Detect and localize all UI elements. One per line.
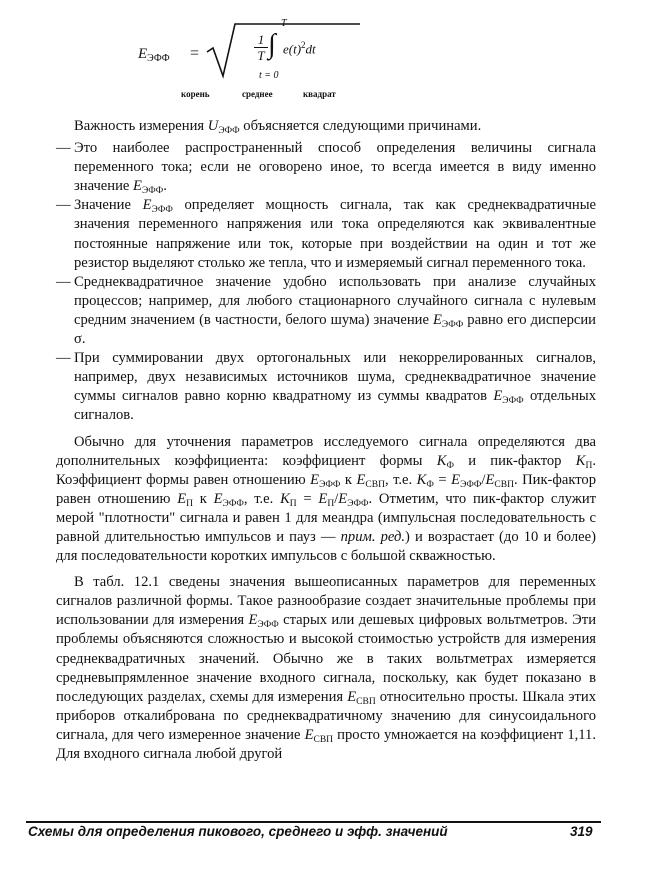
table-paragraph: В табл. 12.1 сведены значения вышеописанных параметров для переменных сигналов различной формы. Такое разнообразие создает значительные проблемы при использовании для измерения $E_{ЭФФ}$ старых или дешевых цифровых вольтметров. Эти проблемы объясняются сложностью и высокой стоимостью устройств для измерения среднеквадратичных значений. Обычно же в таких вольтметрах измеряется средневыпрямленное значение входного сигнала, поскольку, как будет показано в последующих разделах, схемы для измерения $E_{СВП}$ относительно просты. Шкала этих приборов откалибрована по среднеквадратичному значению для синусоидального сигнала, для чего измеренное значение $E_{СВП}$ просто умножается на коэффициент 1,11. Для входного сигнала любой другой (56, 574, 597, 762)
caption-square: квадрат (303, 89, 336, 99)
footer-rule (26, 821, 601, 823)
page-number: 319 (570, 824, 593, 839)
rms-formula (0, 18, 650, 102)
coefficients-paragraph: Обычно для уточнения параметров исследуемого сигнала определяются два дополнительных коэффициента: коэффициент формы $K_Ф$ и пик-фактор $K_П$. Коэффициент формы равен отношению $E_{ЭФФ}$ к $E_{СВП}$, т.е. $K_Ф = E_{ЭФФ}/E_{СВП}$. Пик-фактор равен отношению $E_П$ к $E_{ЭФФ}$, т.е. $K_П = E_П/E_{ЭФФ}$. Отметим, что пик-фактор служит мерой "плотности" сигнала и равен 1 для меандра (импульсная последовательность с равной длительностью импульсов и пауз — прим. ред.) и возрастает (до 10 и более) для последовательности коротких импульсов с большой скважностью. (56, 433, 597, 565)
intro-paragraph: Важность измерения $U_{ЭФФ}$ объясняется следующими причинами. (74, 118, 482, 136)
upper-limit: T (281, 18, 287, 29)
list-item: — Среднеквадратичное значение удобно использовать при анализе случайных процессов; например, для любого стационарного случайного сигнала с нулевым средним значением (в частности, белого шума) значение $E_{ЭФФ}$ равно его дисперсии σ. (56, 273, 596, 348)
list-item: — Значение $E_{ЭФФ}$ определяет мощность сигнала, так как среднеквадратичные значения переменного напряжения или тока определяются как эквивалентные постоянные напряжение или ток, которые при воздействии на один и тот же резистор выделяют столько же тепла, что и измеряемый сигнал переменного тока. (56, 197, 596, 271)
integrand: $e(t)^2dt$ (283, 40, 316, 57)
caption-root: корень (181, 89, 210, 99)
formula-lhs: $E_{ЭФФ}$ (138, 46, 170, 64)
reasons-list (56, 139, 596, 425)
body-text (56, 117, 596, 764)
integral-sign: ∫ (268, 29, 276, 60)
running-footer-title: Схемы для определения пикового, среднего и эфф. значений (28, 824, 448, 839)
list-item: — При суммировании двух ортогональных или некоррелированных сигналов, например, двух независимых источников шума, среднеквадратичное значение суммы сигналов равно корню квадратному из суммы квадратов $E_{ЭФФ}$ отдельных сигналов. (56, 350, 596, 424)
list-item: — Это наиболее распространенный способ определения величины сигнала переменного тока; если не оговорено иное, то всегда имеется в виду именно значение $E_{ЭФФ}$. (56, 140, 596, 197)
lower-limit: t = 0 (259, 70, 279, 81)
formula-fraction: $\frac{1}{T}$ (254, 32, 268, 63)
formula-equals: = (190, 45, 200, 62)
caption-mean: среднее (242, 89, 273, 99)
